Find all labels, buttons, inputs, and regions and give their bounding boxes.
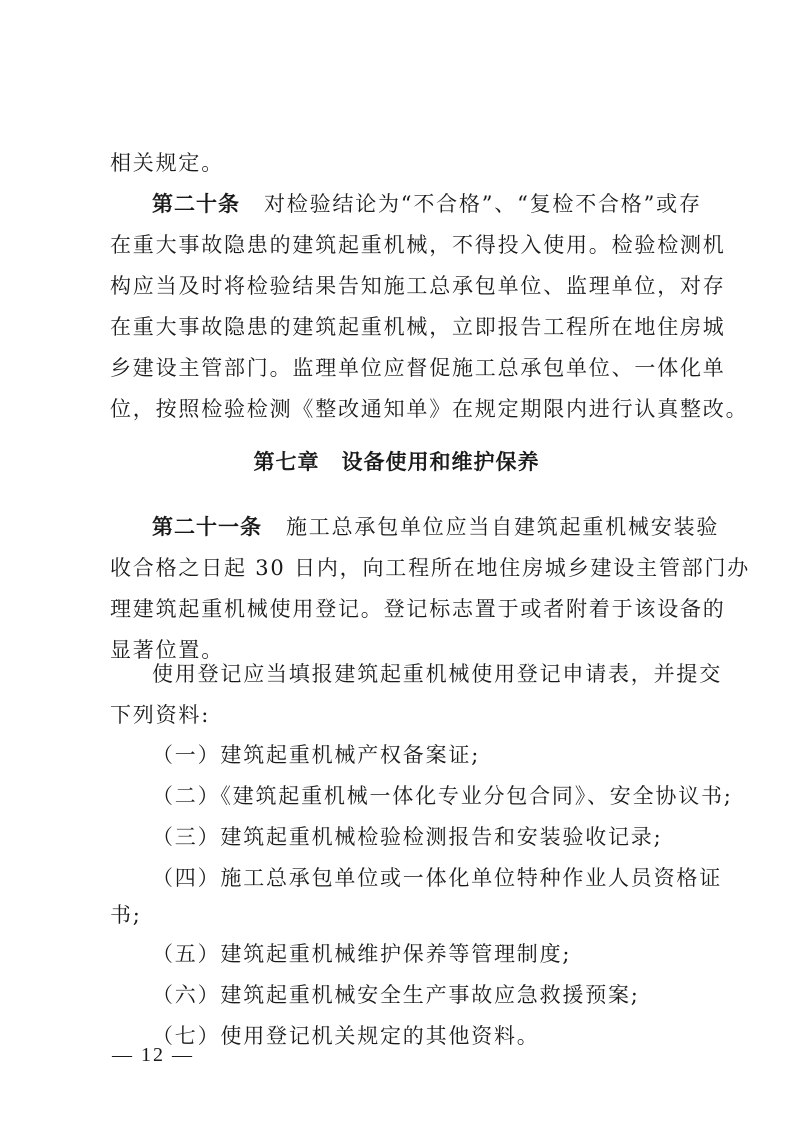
list-item: （三）建筑起重机械检验检测报告和安装验收记录; <box>152 825 663 849</box>
article-21-title: 第二十一条 <box>152 515 262 539</box>
list-item: （七）使用登记机关规定的其他资料。 <box>152 1024 540 1048</box>
article-21-line-1 <box>152 512 720 542</box>
list-item-continuation: 书; <box>110 903 142 927</box>
article-21-text: 施工总承包单位应当自建筑起重机械安装验 <box>286 515 720 539</box>
paragraph-line: 构应当及时将检验结果告知施工总承包单位、监理单位，对存 <box>110 274 726 298</box>
list-item: （六）建筑起重机械安全生产事故应急救援预案; <box>152 983 640 1007</box>
chapter-heading: 第七章 设备使用和维护保养 <box>253 450 540 474</box>
paragraph-line: 位，按照检验检测《整改通知单》在规定期限内进行认真整改。 <box>110 397 749 421</box>
list-item: （一）建筑起重机械产权备案证; <box>152 743 481 767</box>
page-number: — 12 — <box>112 1044 194 1066</box>
list-item: （二）《建筑起重机械一体化专业分包合同》、安全协议书; <box>152 784 733 808</box>
paragraph-line: 显著位置。 <box>110 638 224 662</box>
paragraph-line: 相关规定。 <box>110 151 224 175</box>
paragraph-line: 在重大事故隐患的建筑起重机械，立即报告工程所在地住房城 <box>110 315 726 339</box>
paragraph-line: 在重大事故隐患的建筑起重机械，不得投入使用。检验检测机 <box>110 233 726 257</box>
paragraph-line: 收合格之日起 30 日内，向工程所在地住房城乡建设主管部门办 <box>110 556 751 580</box>
article-20-text: 对检验结论为“不合格”、“复检不合格”或存 <box>264 192 702 216</box>
list-item: （五）建筑起重机械维护保养等管理制度; <box>152 942 572 966</box>
paragraph-line: 理建筑起重机械使用登记。登记标志置于或者附着于该设备的 <box>110 597 726 621</box>
paragraph-line: 使用登记应当填报建筑起重机械使用登记申请表，并提交 <box>152 662 722 686</box>
article-20-title: 第二十条 <box>152 192 240 216</box>
paragraph-line: 乡建设主管部门。监理单位应督促施工总承包单位、一体化单 <box>110 356 726 380</box>
paragraph-line: 下列资料: <box>110 703 211 727</box>
list-item: （四）施工总承包单位或一体化单位特种作业人员资格证 <box>152 866 722 890</box>
article-20-line-1 <box>152 189 702 219</box>
